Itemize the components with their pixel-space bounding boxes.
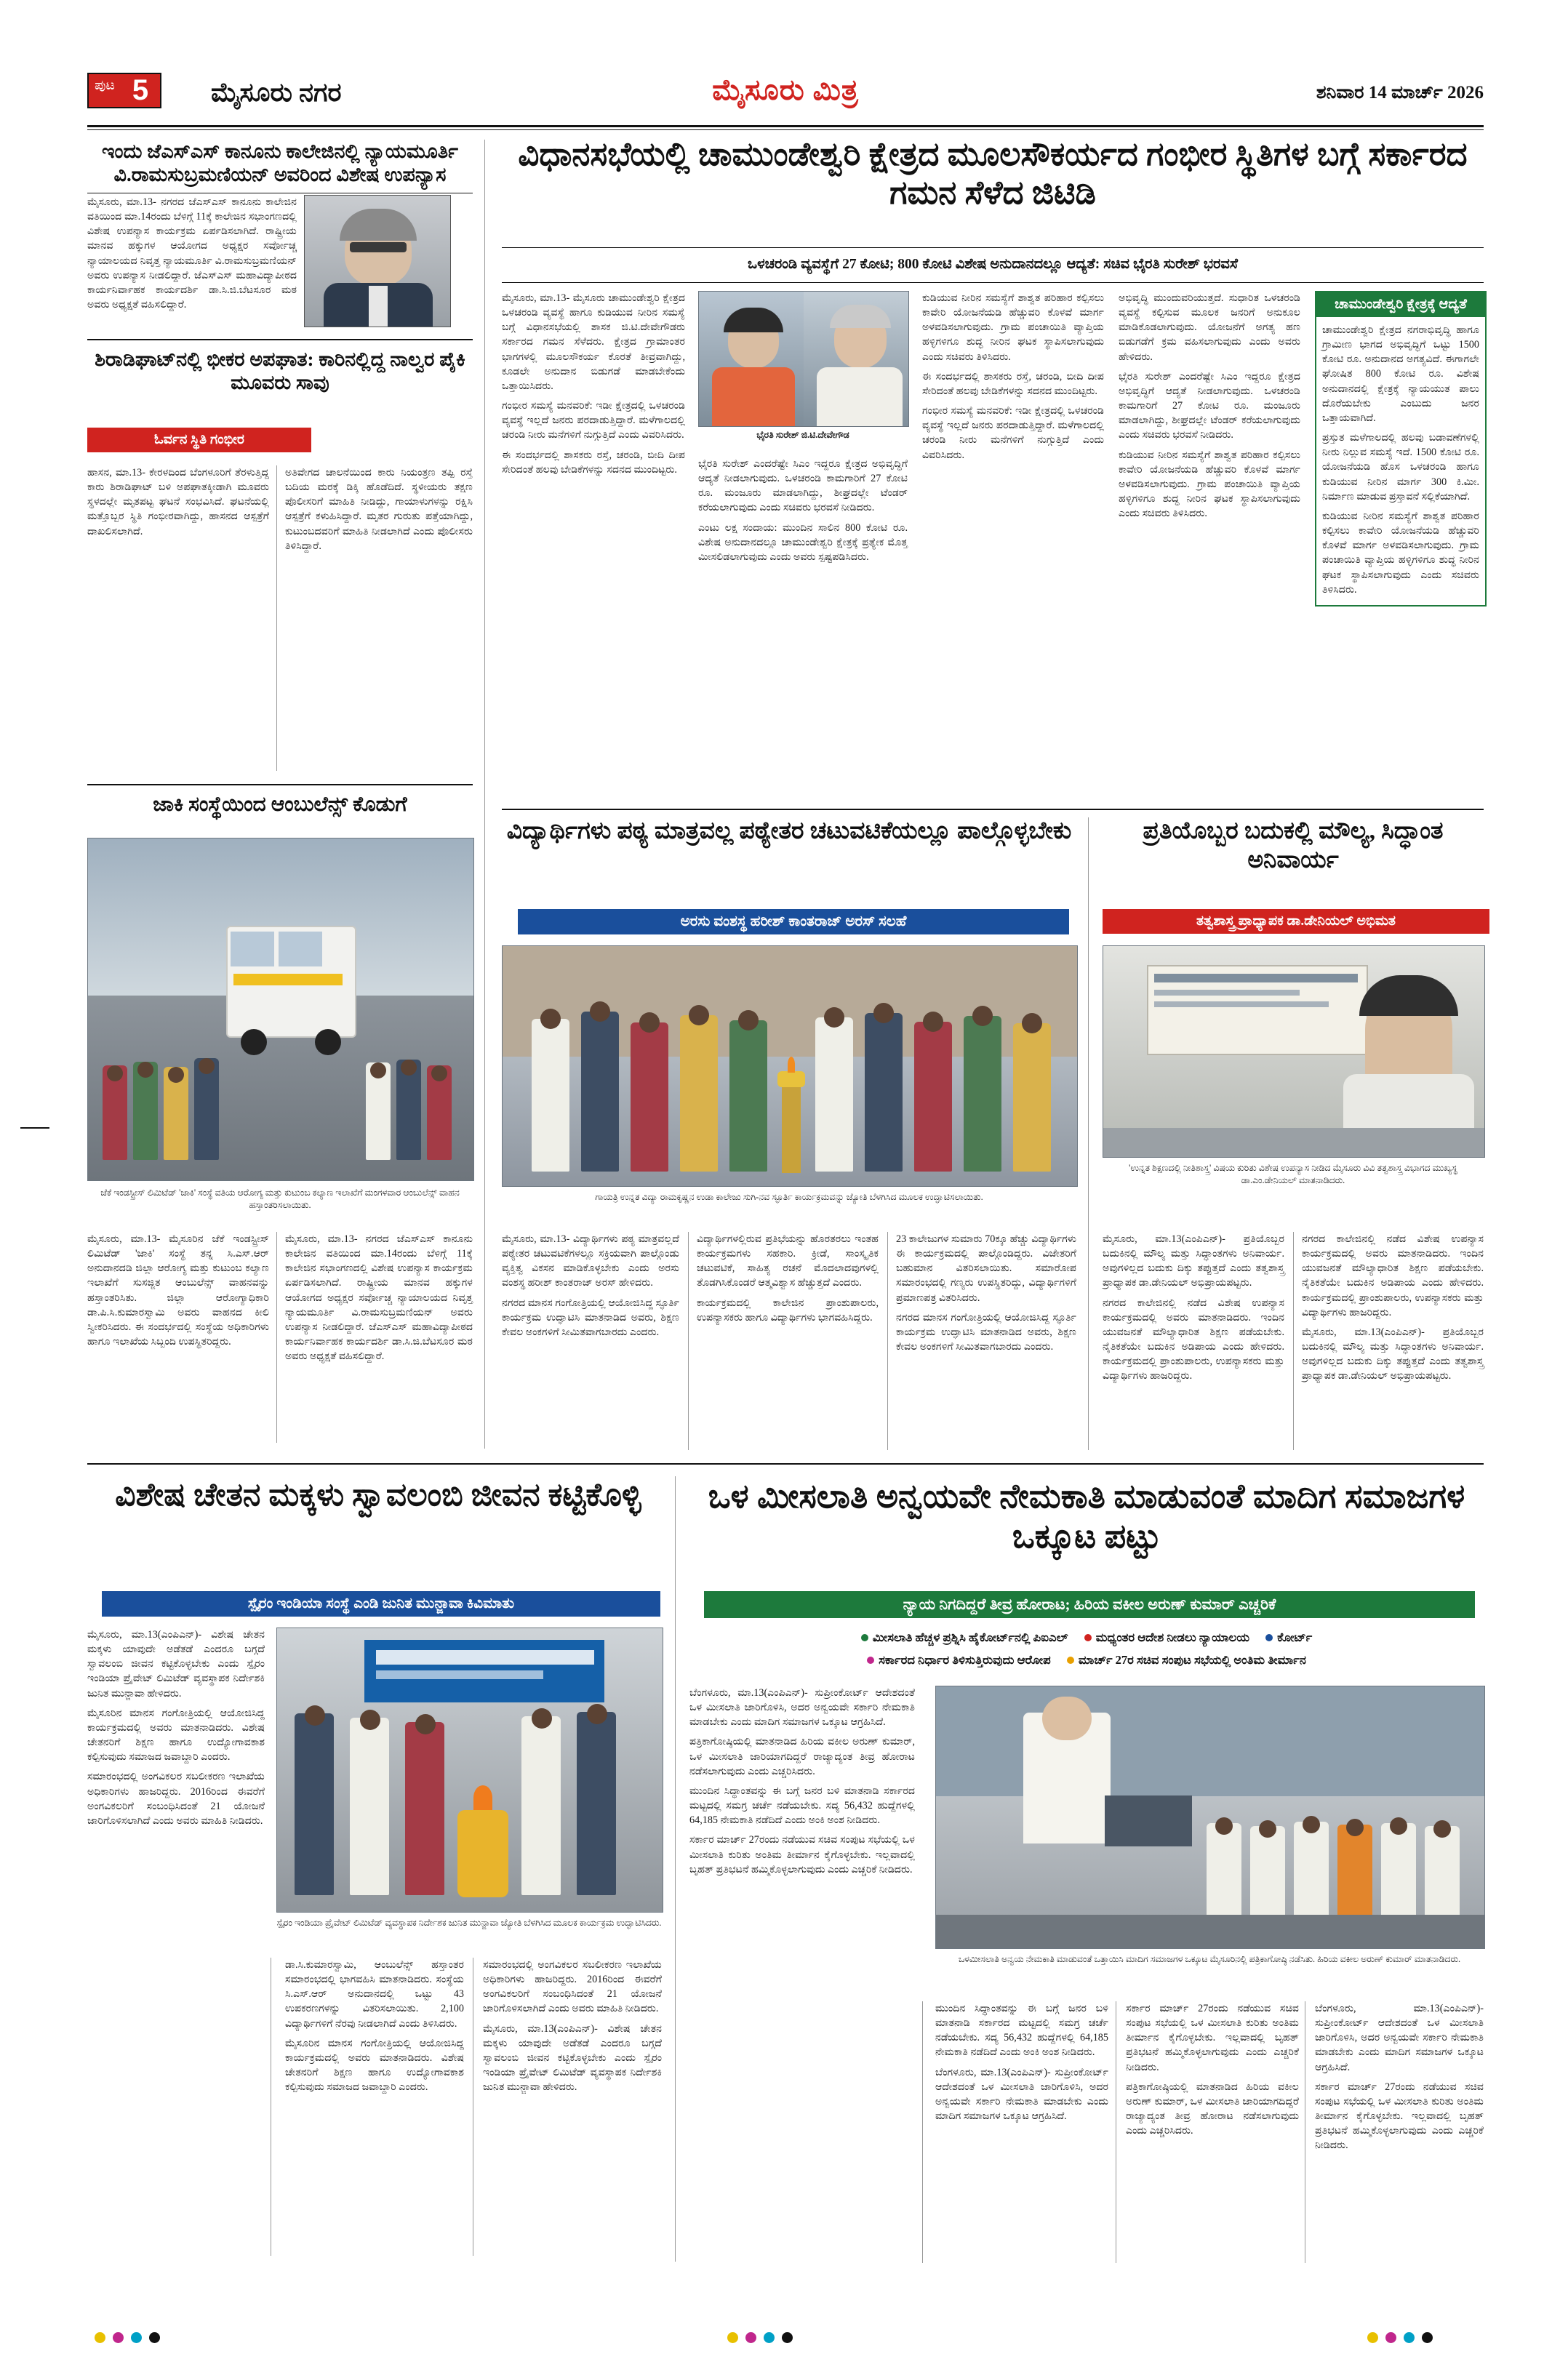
page-number: 5 — [121, 74, 160, 107]
res-col3-p1: ಸರ್ಕಾರ ಮಾರ್ಚ್ 27ರಂದು ನಡೆಯುವ ಸಚಿವ ಸಂಪುಟ ಸಭೆಯಲ್ಲಿ ಒಳ ಮೀಸಲಾತಿ ಕುರಿತು ಅಂತಿಮ ತೀರ್ಮಾನ ಕೈಗೊಳ್ಳಬೇಕು. ಇಲ್ಲವಾದಲ್ಲಿ ಬೃಹತ್ ಪ್ರತಿಭಟನೆ ಹಮ್ಮಿಕೊಳ್ಳಲಾಗುವುದು ಎಂದು ಎಚ್ಚರಿಕೆ ನೀಡಿದರು. — [1126, 2003, 1299, 2073]
res-col2-p1: ಮುಂದಿನ ಸಿದ್ಧಾಂತವನ್ನು ಈ ಬಗ್ಗೆ ಜನರ ಬಳಿ ಮಾತನಾಡಿ ಸರ್ಕಾರದ ಮಟ್ಟದಲ್ಲಿ ಸಮಗ್ರ ಚರ್ಚೆ ನಡೆಯಬೇಕು. ಸದ್ಯ 56,432 ಹುದ್ದೆಗಳಲ್ಲಿ 64,185 ನೇಮಕಾತಿ ನಡೆದಿದೆ ಎಂದು ಅಂಕಿ ಅಂಶ ನೀಡಿದರು. — [935, 2003, 1108, 2059]
res-col3-p2: ಪತ್ರಿಕಾಗೋಷ್ಠಿಯಲ್ಲಿ ಮಾತನಾಡಿದ ಹಿರಿಯ ವಕೀಲ ಅರುಣ್ ಕುಮಾರ್, ಒಳ ಮೀಸಲಾತಿ ಜಾರಿಯಾಗದಿದ್ದರೆ ರಾಜ್ಯಾದ್ಯಂತ ತೀವ್ರ ಹೋರಾಟ ನಡೆಸಲಾಗುವುದು ಎಂದು ಎಚ್ಚರಿಸಿದರು. — [1126, 2081, 1299, 2137]
reservation-col-2 — [935, 2001, 1108, 2129]
masthead-rule — [87, 125, 1484, 127]
students-col1-p2: ನಗರದ ಮಾನಸ ಗಂಗೋತ್ರಿಯಲ್ಲಿ ಆಯೋಜಿಸಿದ್ದ ಸ್ಫೂರ್ತಿ ಕಾರ್ಯಕ್ರಮ ಉದ್ಘಾಟಿಸಿ ಮಾತನಾಡಿದ ಅವರು, ಶಿಕ್ಷಣ ಕೇವಲ ಅಂಕಗಳಿಗೆ ಸೀಮಿತವಾಗಬಾರದು ಎಂದರು. — [502, 1297, 679, 1338]
sc-col2-p1: ಡಾ.ಸಿ.ಕುಮಾರಸ್ವಾಮಿ, ಆಂಬುಲೆನ್ಸ್ ಹಸ್ತಾಂತರ ಸಮಾರಂಭದಲ್ಲಿ ಭಾಗವಹಿಸಿ ಮಾತನಾಡಿದರು. ಸಂಸ್ಥೆಯ ಸಿ.ಎಸ್.ಆರ್ ಅನುದಾನದಲ್ಲಿ ಒಟ್ಟು 43 ಉಪಕರಣಗಳನ್ನು ವಿತರಿಸಲಾಯಿತು. 2,100 ವಿದ್ಯಾರ್ಥಿಗಳಿಗೆ ನೆರವು ನೀಡಲಾಗಿದೆ ಎಂದು ತಿಳಿಸಿದರು. — [285, 1959, 464, 2030]
color-registration-center — [727, 2332, 793, 2343]
main-sidebar-p3: ಕುಡಿಯುವ ನೀರಿನ ಸಮಸ್ಯೆಗೆ ಶಾಶ್ವತ ಪರಿಹಾರ ಕಲ್ಪಿಸಲು ಕಾವೇರಿ ಯೋಜನೆಯಡಿ ಹೆಚ್ಚುವರಿ ಕೊಳವೆ ಮಾರ್ಗ ಅಳವಡಿಸಲಾಗುವುದು. ಗ್ರಾಮ ಪಂಚಾಯಿತಿ ವ್ಯಾಪ್ತಿಯ ಹಳ್ಳಿಗಳಿಗೂ ಶುದ್ಧ ನೀರಿನ ಘಟಕ ಸ್ಥಾಪಿಸಲಾಗುವುದು ಎಂದು ಸಚಿವರು ತಿಳಿಸಿದರು. — [1322, 510, 1479, 596]
bullet-dot-red — [1084, 1634, 1092, 1641]
bullet-3: ಕೋರ್ಟ್ — [1277, 1630, 1313, 1644]
date-line: ಶನಿವಾರ 14 ಮಾರ್ಚ್ 2026 — [1316, 83, 1484, 103]
sc-col1-p3: ಸಮಾರಂಭದಲ್ಲಿ ಅಂಗವಿಕಲರ ಸಬಲೀಕರಣ ಇಲಾಖೆಯ ಅಧಿಕಾರಿಗಳು ಹಾಜರಿದ್ದರು. 2016ರಿಂದ ಈವರೆಗೆ ಅಂಗವಿಕಲರಿಗೆ ಸಂಬಂಧಿಸಿದಂತೆ 21 ಯೋಜನೆ ಜಾರಿಗೊಳಿಸಲಾಗಿದೆ ಎಂದು ಅವರು ಮಾಹಿತಿ ನೀಡಿದರು. — [87, 1771, 265, 1827]
res-col1-p1: ಬೆಂಗಳೂರು, ಮಾ.13(ಎಂಪಿಎನ್)- ಸುಪ್ರೀಂಕೋರ್ಟ್ ಆದೇಶದಂತೆ ಒಳ ಮೀಸಲಾತಿ ಜಾರಿಗೊಳಿಸಿ, ಅದರ ಅನ್ವಯವೇ ಸರ್ಕಾರಿ ನೇಮಕಾತಿ ಮಾಡಬೇಕು ಎಂದು ಮಾದಿಗ ಸಮಾಜಗಳ ಒಕ್ಕೂಟ ಆಗ್ರಹಿಸಿದೆ. — [689, 1687, 915, 1729]
values-col-1 — [1103, 1232, 1284, 1389]
special-children-photo — [276, 1628, 663, 1913]
main-col-1 — [502, 291, 685, 482]
bullet-dot-green — [861, 1634, 868, 1641]
reservation-headline: ಒಳ ಮೀಸಲಾತಿ ಅನ್ವಯವೇ ನೇಮಕಾತಿ ಮಾಡುವಂತೆ ಮಾದಿಗ ಸಮಾಜಗಳ ಒಕ್ಕೂಟ ಪಟ್ಟು — [708, 1478, 1465, 1556]
ambulance-caption: ಜೆಕೆ ಇಂಡಸ್ಟ್ರೀಸ್ ಲಿಮಿಟೆಡ್ 'ಜಾಕಿ' ಸಂಸ್ಥೆ ವತಿಯ ಆರೋಗ್ಯ ಮತ್ತು ಕುಟುಂಬ ಕಲ್ಯಾಣ ಇಲಾಖೆಗೆ ಮಂಗಳವಾರ ಆಂಬುಲೆನ್ಸ್ ವಾಹನ ಹಸ್ತಾಂತರಿಸಲಾಯಿತು. — [100, 1188, 460, 1210]
main-sidebar-p2: ಪ್ರಸ್ತುತ ಮಳೆಗಾಲದಲ್ಲಿ ಹಲವು ಬಡಾವಣೆಗಳಲ್ಲಿ ನೀರು ನಿಲ್ಲುವ ಸಮಸ್ಯೆ ಇದೆ. 1500 ಕೋಟಿ ರೂ. ಯೋಜನೆಯಡಿ ಹೊಸ ಒಳಚರಂಡಿ ಹಾಗೂ ಕುಡಿಯುವ ನೀರಿನ ಮಾರ್ಗ 300 ಕಿ.ಮೀ. ನಿರ್ಮಾಣ ಮಾಡುವ ಪ್ರಸ್ತಾವನೆ ಸಲ್ಲಿಕೆಯಾಗಿದೆ. — [1322, 432, 1479, 503]
ambulance-photo — [87, 838, 474, 1181]
accident-headline: ಶಿರಾಡಿಘಾಟ್‌ನಲ್ಲಿ ಭೀಕರ ಅಪಘಾತ: ಕಾರಿನಲ್ಲಿದ್ದ ನಾಲ್ವರ ಪೈಕಿ ಮೂವರು ಸಾವು — [95, 348, 465, 394]
reservation-greenbar: ನ್ಯಾಯ ನಿಗದಿದ್ದರೆ ತೀವ್ರ ಹೋರಾಟ; ಹಿರಿಯ ವಕೀಲ ಅರುಣ್ ಕುಮಾರ್ ಎಚ್ಚರಿಕೆ — [704, 1591, 1475, 1618]
special-children-col-3 — [483, 1958, 662, 2099]
main-col1-p3: ಈ ಸಂದರ್ಭದಲ್ಲಿ ಶಾಸಕರು ರಸ್ತೆ, ಚರಂಡಿ, ಬೀದಿ ದೀಪ ಸೇರಿದಂತೆ ಹಲವು ಬೇಡಿಕೆಗಳನ್ನು ಸದನದ ಮುಂದಿಟ್ಟರು. — [502, 449, 685, 476]
reservation-photo — [935, 1686, 1485, 1949]
color-registration-right — [1367, 2332, 1433, 2343]
res-col2-p2: ಬೆಂಗಳೂರು, ಮಾ.13(ಎಂಪಿಎನ್)- ಸುಪ್ರೀಂಕೋರ್ಟ್ ಆದೇಶದಂತೆ ಒಳ ಮೀಸಲಾತಿ ಜಾರಿಗೊಳಿಸಿ, ಅದರ ಅನ್ವಯವೇ ಸರ್ಕಾರಿ ನೇಮಕಾತಿ ಮಾಡಬೇಕು ಎಂದು ಮಾದಿಗ ಸಮಾಜಗಳ ಒಕ್ಕೂಟ ಆಗ್ರಹಿಸಿದೆ. — [935, 2066, 1108, 2123]
special-children-col-2 — [285, 1958, 464, 2099]
main-col4-p3: ಕುಡಿಯುವ ನೀರಿನ ಸಮಸ್ಯೆಗೆ ಶಾಶ್ವತ ಪರಿಹಾರ ಕಲ್ಪಿಸಲು ಕಾವೇರಿ ಯೋಜನೆಯಡಿ ಹೆಚ್ಚುವರಿ ಕೊಳವೆ ಮಾರ್ಗ ಅಳವಡಿಸಲಾಗುವುದು. ಗ್ರಾಮ ಪಂಚಾಯಿತಿ ವ್ಯಾಪ್ತಿಯ ಹಳ್ಳಿಗಳಿಗೂ ಶುದ್ಧ ನೀರಿನ ಘಟಕ ಸ್ಥಾಪಿಸಲಾಗುವುದು ಎಂದು ಸಚಿವರು ತಿಳಿಸಿದರು. — [1119, 449, 1300, 520]
reservation-col-1 — [689, 1686, 915, 1882]
ambulance-headline: ಜಾಕಿ ಸಂಸ್ಥೆಯಿಂದ ಆಂಬುಲೆನ್ಸ್ ಕೊಡುಗೆ — [153, 793, 407, 816]
special-children-bluebar: ಸ್ಪೈರಂ ಇಂಡಿಯಾ ಸಂಸ್ಥೆ ಎಂಡಿ ಜುನಿತ ಮುನ್ಜಾವಾ ಕಿವಿಮಾತು — [102, 1591, 660, 1617]
reservation-story — [689, 1476, 1484, 1556]
sc-col3-p2: ಮೈಸೂರು, ಮಾ.13(ಎಂಪಿಎನ್)- ವಿಶೇಷ ಚೇತನ ಮಕ್ಕಳು ಯಾವುದೇ ಅಡೆತಡೆ ಎಂದರೂ ಬಗ್ಗದೆ ಸ್ವಾವಲಂಬಿ ಜೀವನ ಕಟ್ಟಿಕೊಳ್ಳಬೇಕು ಎಂದು ಸ್ಪೈರಂ ಇಂಡಿಯಾ ಪ್ರೈವೇಟ್ ಲಿಮಿಟೆಡ್ ವ್ಯವಸ್ಥಾಪಕ ನಿರ್ದೇಶಕಿ ಜುನಿತ ಮುನ್ಜಾವಾ ಹೇಳಿದರು. — [483, 2022, 662, 2094]
main-story — [502, 135, 1484, 212]
special-children-col-1 — [87, 1628, 265, 1833]
left-top-headline: ಇಂದು ಜೆಎಸ್‌ಎಸ್ ಕಾನೂನು ಕಾಲೇಜಿನಲ್ಲಿ ನ್ಯಾಯಮೂರ್ತಿ ವಿ.ರಾಮಸುಬ್ರಮಣಿಯನ್ ಅವರಿಂದ ವಿಶೇಷ ಉಪನ್ಯಾಸ — [101, 140, 459, 186]
values-redbar: ತತ್ವಶಾಸ್ತ್ರ ಪ್ರಾಧ್ಯಾಪಕ ಡಾ.ಡೇನಿಯಲ್ ಅಭಿಮತ — [1103, 909, 1489, 934]
section-title: ಮೈಸೂರು ನಗರ — [211, 78, 342, 107]
left-accident-story — [87, 348, 473, 395]
left-top-portrait — [304, 195, 451, 327]
main-col3-p1: ಕುಡಿಯುವ ನೀರಿನ ಸಮಸ್ಯೆಗೆ ಶಾಶ್ವತ ಪರಿಹಾರ ಕಲ್ಪಿಸಲು ಕಾವೇರಿ ಯೋಜನೆಯಡಿ ಹೆಚ್ಚುವರಿ ಕೊಳವೆ ಮಾರ್ಗ ಅಳವಡಿಸಲಾಗುವುದು. ಗ್ರಾಮ ಪಂಚಾಯಿತಿ ವ್ಯಾಪ್ತಿಯ ಹಳ್ಳಿಗಳಿಗೂ ಶುದ್ಧ ನೀರಿನ ಘಟಕ ಸ್ಥಾಪಿಸಲಾಗುವುದು ಎಂದು ಸಚಿವರು ತಿಳಿಸಿದರು. — [922, 292, 1104, 363]
students-photo-caption: ಗಾಯತ್ರಿ ಉನ್ನತ ವಿದ್ಯಾ ರಾಮಕೃಷ್ಣನ ಉಡಾ ಕಾಲೇಜು ಸುಗಿ-ನವ ಸ್ಫೂರ್ತಿ ಕಾರ್ಯಕ್ರಮವನ್ನು ಜ್ಯೋತಿ ಬೆಳಗಿಸಿದ ಮೂಲಕ ಉದ್ಘಾಟಿಸಲಾಯಿತು. — [595, 1192, 983, 1202]
ambulance-body-col2 — [285, 1232, 473, 1369]
values-story — [1103, 817, 1484, 875]
reservation-col-3 — [1126, 2001, 1299, 2143]
masthead-rule-2 — [87, 129, 1484, 130]
students-col3-p2: ನಗರದ ಮಾನಸ ಗಂಗೋತ್ರಿಯಲ್ಲಿ ಆಯೋಜಿಸಿದ್ದ ಸ್ಫೂರ್ತಿ ಕಾರ್ಯಕ್ರಮ ಉದ್ಘಾಟಿಸಿ ಮಾತನಾಡಿದ ಅವರು, ಶಿಕ್ಷಣ ಕೇವಲ ಅಂಕಗಳಿಗೆ ಸೀಮಿತವಾಗಬಾರದು ಎಂದರು. — [896, 1311, 1076, 1353]
page-badge — [87, 73, 161, 108]
res-col1-p2: ಪತ್ರಿಕಾಗೋಷ್ಠಿಯಲ್ಲಿ ಮಾತನಾಡಿದ ಹಿರಿಯ ವಕೀಲ ಅರುಣ್ ಕುಮಾರ್, ಒಳ ಮೀಸಲಾತಿ ಜಾರಿಯಾಗದಿದ್ದರೆ ರಾಜ್ಯಾದ್ಯಂತ ತೀವ್ರ ಹೋರಾಟ ನಡೆಸಲಾಗುವುದು ಎಂದು ಎಚ್ಚರಿಸಿದರು. — [689, 1736, 915, 1777]
main-col3-p3: ಗಂಭೀರ ಸಮಸ್ಯೆ ಮನವರಿಕೆ: ಇಡೀ ಕ್ಷೇತ್ರದಲ್ಲಿ ಒಳಚರಂಡಿ ವ್ಯವಸ್ಥೆ ಇಲ್ಲದೆ ಜನರು ಪರದಾಡುತ್ತಿದ್ದಾರೆ. ಮಳೆಗಾಲದಲ್ಲಿ ಚರಂಡಿ ನೀರು ಮನೆಗಳಿಗೆ ನುಗ್ಗುತ್ತಿದೆ ಎಂದು ವಿವರಿಸಿದರು. — [922, 405, 1104, 461]
students-col-2 — [697, 1232, 879, 1330]
accident-text-2: ಅತಿವೇಗದ ಚಾಲನೆಯಿಂದ ಕಾರು ನಿಯಂತ್ರಣ ತಪ್ಪಿ ರಸ್ತೆ ಬದಿಯ ಮರಕ್ಕೆ ಡಿಕ್ಕಿ ಹೊಡೆದಿದೆ. ಸ್ಥಳೀಯರು ತಕ್ಷಣ ಪೊಲೀಸರಿಗೆ ಮಾಹಿತಿ ನೀಡಿದ್ದು, ಗಾಯಾಳುಗಳನ್ನು ರಕ್ಷಿಸಿ ಆಸ್ಪತ್ರೆಗೆ ಕಳುಹಿಸಿದ್ದಾರೆ. ಮೃತರ ಗುರುತು ಪತ್ತೆಯಾಗಿದ್ದು, ಕುಟುಂಬದವರಿಗೆ ಮಾಹಿತಿ ನೀಡಲಾಗಿದೆ ಎಂದು ಪೊಲೀಸರು ತಿಳಿಸಿದ್ದಾರೆ. — [285, 467, 473, 552]
bullet-dot-amber — [1067, 1657, 1074, 1664]
sc-col2-p2: ಮೈಸೂರಿನ ಮಾನಸ ಗಂಗೋತ್ರಿಯಲ್ಲಿ ಆಯೋಜಿಸಿದ್ದ ಕಾರ್ಯಕ್ರಮದಲ್ಲಿ ಅವರು ಮಾತನಾಡಿದರು. ವಿಶೇಷ ಚೇತನರಿಗೆ ಶಿಕ್ಷಣ ಹಾಗೂ ಉದ್ಯೋಗಾವಕಾಶ ಕಲ್ಪಿಸುವುದು ಸಮಾಜದ ಜವಾಬ್ದಾರಿ ಎಂದರು. — [285, 2037, 464, 2094]
main-sidebar-p1: ಚಾಮುಂಡೇಶ್ವರಿ ಕ್ಷೇತ್ರದ ನಗರಾಭಿವೃದ್ಧಿ ಹಾಗೂ ಗ್ರಾಮೀಣ ಭಾಗದ ಅಭಿವೃದ್ಧಿಗೆ ಒಟ್ಟು 1500 ಕೋಟಿ ರೂ. ಅನುದಾನದ ಅಗತ್ಯವಿದೆ. ಈಗಾಗಲೇ ಘೋಷಿತ 800 ಕೋಟಿ ರೂ. ವಿಶೇಷ ಅನುದಾನದಲ್ಲಿ ಕ್ಷೇತ್ರಕ್ಕೆ ನ್ಯಾಯಯುತ ಪಾಲು ದೊರೆಯಬೇಕು ಎಂಬುದು ಜನರ ಒತ್ತಾಯವಾಗಿದೆ. — [1322, 324, 1479, 424]
main-col4-p2: ಭೈರತಿ ಸುರೇಶ್ ಎಂದರೆಷ್ಟೇ ಸಿಎಂ ಇದ್ದರೂ ಕ್ಷೇತ್ರದ ಅಭಿವೃದ್ಧಿಗೆ ಆದ್ಯತೆ ನೀಡಲಾಗುವುದು. ಒಳಚರಂಡಿ ಕಾಮಗಾರಿಗೆ 27 ಕೋಟಿ ರೂ. ಮಂಜೂರು ಮಾಡಲಾಗಿದ್ದು, ಶೀಘ್ರದಲ್ಲೇ ಟೆಂಡರ್ ಕರೆಯಲಾಗುವುದು ಎಂದು ಸಚಿವರು ಭರವಸೆ ನೀಡಿದರು. — [1119, 370, 1300, 441]
accident-redbar: ಓರ್ವನ ಸ್ಥಿತಿ ಗಂಭೀರ — [87, 428, 311, 452]
values-col2-p1: ನಗರದ ಕಾಲೇಜಿನಲ್ಲಿ ನಡೆದ ವಿಶೇಷ ಉಪನ್ಯಾಸ ಕಾರ್ಯಕ್ರಮದಲ್ಲಿ ಅವರು ಮಾತನಾಡಿದರು. ಇಂದಿನ ಯುವಜನತೆ ಮೌಲ್ಯಾಧಾರಿತ ಶಿಕ್ಷಣ ಪಡೆಯಬೇಕು. ನೈತಿಕತೆಯೇ ಬದುಕಿನ ಅಡಿಪಾಯ ಎಂದು ಹೇಳಿದರು. ಕಾರ್ಯಕ್ರಮದಲ್ಲಿ ಪ್ರಾಂಶುಪಾಲರು, ಉಪನ್ಯಾಸಕರು ಮತ್ತು ವಿದ್ಯಾರ್ಥಿಗಳು ಹಾಜರಿದ್ದರು. — [1302, 1233, 1484, 1318]
res-col4-p2: ಸರ್ಕಾರ ಮಾರ್ಚ್ 27ರಂದು ನಡೆಯುವ ಸಚಿವ ಸಂಪುಟ ಸಭೆಯಲ್ಲಿ ಒಳ ಮೀಸಲಾತಿ ಕುರಿತು ಅಂತಿಮ ತೀರ್ಮಾನ ಕೈಗೊಳ್ಳಬೇಕು. ಇಲ್ಲವಾದಲ್ಲಿ ಬೃಹತ್ ಪ್ರತಿಭಟನೆ ಹಮ್ಮಿಕೊಳ್ಳಲಾಗುವುದು ಎಂದು ಎಚ್ಚರಿಕೆ ನೀಡಿದರು. — [1315, 2081, 1484, 2152]
accident-body-col1 — [87, 465, 269, 544]
values-col-2 — [1302, 1232, 1484, 1389]
accident-body-col2 — [285, 465, 473, 559]
main-col2-p1: ಭೈರತಿ ಸುರೇಶ್ ಎಂದರೆಷ್ಟೇ ಸಿಎಂ ಇದ್ದರೂ ಕ್ಷೇತ್ರದ ಅಭಿವೃದ್ಧಿಗೆ ಆದ್ಯತೆ ನೀಡಲಾಗುವುದು. ಒಳಚರಂಡಿ ಕಾಮಗಾರಿಗೆ 27 ಕೋಟಿ ರೂ. ಮಂಜೂರು ಮಾಡಲಾಗಿದ್ದು, ಶೀಘ್ರದಲ್ಲೇ ಟೆಂಡರ್ ಕರೆಯಲಾಗುವುದು ಎಂದು ಸಚಿವರು ಭರವಸೆ ನೀಡಿದರು. — [698, 458, 908, 514]
left-top-body — [87, 195, 297, 317]
values-photo-caption: 'ಉನ್ನತ ಶಿಕ್ಷಣದಲ್ಲಿ ನೀತಿಶಾಸ್ತ್ರ' ವಿಷಯ ಕುರಿತು ವಿಶೇಷ ಉಪನ್ಯಾಸ ನೀಡಿದ ಮೈಸೂರು ವಿವಿ ತತ್ವಶಾಸ್ತ್ರ ವಿಭಾಗದ ಮುಖ್ಯಸ್ಥ ಡಾ.ಎಂ.ಡೇನಿಯಲ್ ಮಾತನಾಡಿದರು. — [1129, 1163, 1457, 1185]
students-col2-p1: ವಿದ್ಯಾರ್ಥಿಗಳಲ್ಲಿರುವ ಪ್ರತಿಭೆಯನ್ನು ಹೊರತರಲು ಇಂತಹ ಕಾರ್ಯಕ್ರಮಗಳು ಸಹಕಾರಿ. ಕ್ರೀಡೆ, ಸಾಂಸ್ಕೃತಿಕ ಚಟುವಟಿಕೆ, ಸಾಹಿತ್ಯ ರಚನೆ ಮೊದಲಾದವುಗಳಲ್ಲಿ ತೊಡಗಿಸಿಕೊಂಡರೆ ಆತ್ಮವಿಶ್ವಾಸ ಹೆಚ್ಚುತ್ತದೆ ಎಂದರು. — [697, 1233, 879, 1289]
res-col1-p4: ಸರ್ಕಾರ ಮಾರ್ಚ್ 27ರಂದು ನಡೆಯುವ ಸಚಿವ ಸಂಪುಟ ಸಭೆಯಲ್ಲಿ ಒಳ ಮೀಸಲಾತಿ ಕುರಿತು ಅಂತಿಮ ತೀರ್ಮಾನ ಕೈಗೊಳ್ಳಬೇಕು. ಇಲ್ಲವಾದಲ್ಲಿ ಬೃಹತ್ ಪ್ರತಿಭಟನೆ ಹಮ್ಮಿಕೊಳ್ಳಲಾಗುವುದು ಎಂದು ಎಚ್ಚರಿಕೆ ನೀಡಿದರು. — [689, 1834, 915, 1875]
res-col4-p1: ಬೆಂಗಳೂರು, ಮಾ.13(ಎಂಪಿಎನ್)- ಸುಪ್ರೀಂಕೋರ್ಟ್ ಆದೇಶದಂತೆ ಒಳ ಮೀಸಲಾತಿ ಜಾರಿಗೊಳಿಸಿ, ಅದರ ಅನ್ವಯವೇ ಸರ್ಕಾರಿ ನೇಮಕಾತಿ ಮಾಡಬೇಕು ಎಂದು ಮಾದಿಗ ಸಮಾಜಗಳ ಒಕ್ಕೂಟ ಆಗ್ರಹಿಸಿದೆ. — [1315, 2003, 1484, 2073]
main-subhead: ಒಳಚರಂಡಿ ವ್ಯವಸ್ಥೆಗೆ 27 ಕೋಟಿ; 800 ಕೋಟಿ ವಿಶೇಷ ಅನುದಾನದಲ್ಲೂ ಆದ್ಯತೆ: ಸಚಿವ ಭೈರತಿ ಸುರೇಶ್ ಭರವಸೆ — [747, 257, 1239, 272]
sc-col1-p2: ಮೈಸೂರಿನ ಮಾನಸ ಗಂಗೋತ್ರಿಯಲ್ಲಿ ಆಯೋಜಿಸಿದ್ದ ಕಾರ್ಯಕ್ರಮದಲ್ಲಿ ಅವರು ಮಾತನಾಡಿದರು. ವಿಶೇಷ ಚೇತನರಿಗೆ ಶಿಕ್ಷಣ ಹಾಗೂ ಉದ್ಯೋಗಾವಕಾಶ ಕಲ್ಪಿಸುವುದು ಸಮಾಜದ ಜವಾಬ್ದಾರಿ ಎಂದರು. — [87, 1707, 265, 1764]
reservation-photo-caption: ಒಳಮೀಸಲಾತಿ ಅನ್ವಯ ನೇಮಕಾತಿ ಮಾಡುವಂತೆ ಒತ್ತಾಯಿಸಿ ಮಾದಿಗ ಸಮಾಜಗಳ ಒಕ್ಕೂಟ ಮೈಸೂರಿನಲ್ಲಿ ಪತ್ರಿಕಾಗೋಷ್ಠಿ ನಡೆಸಿತು. ಹಿರಿಯ ವಕೀಲ ಅರುಣ್ ಕುಮಾರ್ ಮಾತನಾಡಿದರು. — [958, 1954, 1461, 1964]
bullet-2: ಮಧ್ಯಂತರ ಆದೇಶ ನೀಡಲು ನ್ಯಾಯಾಲಯ — [1095, 1630, 1250, 1644]
bullet-dot-magenta — [867, 1657, 874, 1664]
masthead — [87, 73, 1484, 124]
main-col-4 — [1119, 291, 1300, 526]
special-children-story — [87, 1476, 669, 1515]
values-photo — [1103, 945, 1485, 1158]
students-col-1 — [502, 1232, 679, 1345]
values-col2-p2: ಮೈಸೂರು, ಮಾ.13(ಎಂಪಿಎನ್)- ಪ್ರತಿಯೊಬ್ಬರ ಬದುಕಿನಲ್ಲಿ ಮೌಲ್ಯ ಮತ್ತು ಸಿದ್ಧಾಂತಗಳು ಅನಿವಾರ್ಯ. ಅವುಗಳಿಲ್ಲದ ಬದುಕು ದಿಕ್ಕು ತಪ್ಪುತ್ತದೆ ಎಂದು ತತ್ವಶಾಸ್ತ್ರ ಪ್ರಾಧ್ಯಾಪಕ ಡಾ.ಡೇನಿಯಲ್ ಅಭಿಪ್ರಾಯಪಟ್ಟರು. — [1302, 1326, 1484, 1382]
page-label: ಪುಟ — [89, 74, 121, 107]
main-sidebar-heading: ಚಾಮುಂಡೇಶ್ವರಿ ಕ್ಷೇತ್ರಕ್ಕೆ ಆದ್ಯತೆ — [1316, 292, 1485, 317]
special-children-caption: ಸ್ಪೈರಂ ಇಂಡಿಯಾ ಪ್ರೈವೇಟ್ ಲಿಮಿಟೆಡ್ ವ್ಯವಸ್ಥಾಪಕ ನಿರ್ದೇಶಕ ಜುನಿತ ಮುನ್ಜಾವಾ ಜ್ಯೋತಿ ಬೆಳಗಿಸಿದ ಮೂಲಕ ಕಾರ್ಯಕ್ರಮ ಉದ್ಘಾಟಿಸಿದರು. — [276, 1918, 662, 1928]
accident-text-1: ಹಾಸನ, ಮಾ.13- ಕೇರಳದಿಂದ ಬೆಂಗಳೂರಿಗೆ ತೆರಳುತ್ತಿದ್ದ ಕಾರು ಶಿರಾಡಿಘಾಟ್ ಬಳಿ ಅಪಘಾತಕ್ಕೀಡಾಗಿ ಮೂವರು ಸ್ಥಳದಲ್ಲೇ ಮೃತಪಟ್ಟ ಘಟನೆ ಸಂಭವಿಸಿದೆ. ಘಟನೆಯಲ್ಲಿ ಮತ್ತೊಬ್ಬರ ಸ್ಥಿತಿ ಗಂಭೀರವಾಗಿದ್ದು, ಹಾಸನದ ಆಸ್ಪತ್ರೆಗೆ ದಾಖಲಿಸಲಾಗಿದೆ. — [87, 467, 269, 537]
students-col3-p1: 23 ಕಾಲೇಜುಗಳ ಸುಮಾರು 70ಕ್ಕೂ ಹೆಚ್ಚು ವಿದ್ಯಾರ್ಥಿಗಳು ಈ ಕಾರ್ಯಕ್ರಮದಲ್ಲಿ ಪಾಲ್ಗೊಂಡಿದ್ದರು. ವಿಜೇತರಿಗೆ ಬಹುಮಾನ ವಿತರಿಸಲಾಯಿತು. ಸಮಾರೋಪ ಸಮಾರಂಭದಲ್ಲಿ ಗಣ್ಯರು ಉಪಸ್ಥಿತರಿದ್ದು, ವಿದ್ಯಾರ್ಥಿಗಳಿಗೆ ಪ್ರಮಾಣಪತ್ರ ವಿತರಿಸಿದರು. — [896, 1233, 1076, 1304]
students-bluebar: ಅರಸು ವಂಶಸ್ಥ ಹರೀಶ್ ಕಾಂತರಾಜ್ ಅರಸ್ ಸಲಹೆ — [518, 909, 1069, 934]
main-col4-p1: ಅಭಿವೃದ್ಧಿ ಮುಂದುವರಿಯುತ್ತದೆ. ಸುಧಾರಿತ ಒಳಚರಂಡಿ ವ್ಯವಸ್ಥೆ ಕಲ್ಪಿಸುವ ಮೂಲಕ ಜನರಿಗೆ ಅನುಕೂಲ ಮಾಡಿಕೊಡಲಾಗುವುದು. ಯೋಜನೆಗೆ ಅಗತ್ಯ ಹಣ ಬಿಡುಗಡೆಗೆ ಕ್ರಮ ವಹಿಸಲಾಗುವುದು ಎಂದು ಅವರು ಹೇಳಿದರು. — [1119, 292, 1300, 363]
values-col1-p2: ನಗರದ ಕಾಲೇಜಿನಲ್ಲಿ ನಡೆದ ವಿಶೇಷ ಉಪನ್ಯಾಸ ಕಾರ್ಯಕ್ರಮದಲ್ಲಿ ಅವರು ಮಾತನಾಡಿದರು. ಇಂದಿನ ಯುವಜನತೆ ಮೌಲ್ಯಾಧಾರಿತ ಶಿಕ್ಷಣ ಪಡೆಯಬೇಕು. ನೈತಿಕತೆಯೇ ಬದುಕಿನ ಅಡಿಪಾಯ ಎಂದು ಹೇಳಿದರು. ಕಾರ್ಯಕ್ರಮದಲ್ಲಿ ಪ್ರಾಂಶುಪಾಲರು, ಉಪನ್ಯಾಸಕರು ಮತ್ತು ವಿದ್ಯಾರ್ಥಿಗಳು ಹಾಜರಿದ್ದರು. — [1103, 1297, 1284, 1382]
values-col1-p1: ಮೈಸೂರು, ಮಾ.13(ಎಂಪಿಎನ್)- ಪ್ರತಿಯೊಬ್ಬರ ಬದುಕಿನಲ್ಲಿ ಮೌಲ್ಯ ಮತ್ತು ಸಿದ್ಧಾಂತಗಳು ಅನಿವಾರ್ಯ. ಅವುಗಳಿಲ್ಲದ ಬದುಕು ದಿಕ್ಕು ತಪ್ಪುತ್ತದೆ ಎಂದು ತತ್ವಶಾಸ್ತ್ರ ಪ್ರಾಧ್ಯಾಪಕ ಡಾ.ಡೇನಿಯಲ್ ಅಭಿಪ್ರಾಯಪಟ್ಟರು. — [1103, 1233, 1284, 1289]
main-photo-caption: ಭೈರತಿ ಸುರೇಶ್ ಜಿ.ಟಿ.ದೇವೇಗೌಡ — [756, 430, 849, 440]
color-registration-left — [95, 2332, 160, 2343]
left-top-story — [87, 140, 473, 196]
main-col-3 — [922, 291, 1104, 468]
ambulance-story — [87, 793, 473, 817]
students-headline: ವಿದ್ಯಾರ್ಥಿಗಳು ಪಠ್ಯ ಮಾತ್ರವಲ್ಲ ಪಠ್ಯೇತರ ಚಟುವಟಿಕೆಯಲ್ಲೂ ಪಾಲ್ಗೊಳ್ಳಬೇಕು — [506, 818, 1072, 844]
paper-logo: ಮೈಸೂರು ಮಿತ್ರ — [712, 73, 859, 106]
left-top-body-text: ಮೈಸೂರು, ಮಾ.13- ನಗರದ ಜೆಎಸ್‌ಎಸ್ ಕಾನೂನು ಕಾಲೇಜಿನ ವತಿಯಿಂದ ಮಾ.14ರಂದು ಬೆಳಿಗ್ಗೆ 11ಕ್ಕೆ ಕಾಲೇಜಿನ ಸಭಾಂಗಣದಲ್ಲಿ ವಿಶೇಷ ಉಪನ್ಯಾಸ ಕಾರ್ಯಕ್ರಮ ಏರ್ಪಡಿಸಲಾಗಿದೆ. ರಾಷ್ಟ್ರೀಯ ಮಾನವ ಹಕ್ಕುಗಳ ಆಯೋಗದ ಅಧ್ಯಕ್ಷರ ಸರ್ವೋಚ್ಚ ನ್ಯಾಯಾಲಯದ ನಿವೃತ್ತ ನ್ಯಾಯಮೂರ್ತಿ ವಿ.ರಾಮಸುಬ್ರಮಣಿಯನ್ ಅವರು ಉಪನ್ಯಾಸ ನೀಡಲಿದ್ದಾರೆ. ಜೆಎಸ್‌ಎಸ್ ಮಹಾವಿದ್ಯಾಪೀಠದ ಕಾರ್ಯನಿರ್ವಾಹಕ ಕಾರ್ಯದರ್ಶಿ ಡಾ.ಸಿ.ಜಿ.ಬೆಟಸೂರ ಮಠ ಅವರು ಅಧ್ಯಕ್ಷತೆ ವಹಿಸಲಿದ್ದಾರೆ. — [87, 196, 297, 311]
students-col1-p1: ಮೈಸೂರು, ಮಾ.13- ವಿದ್ಯಾರ್ಥಿಗಳು ಪಠ್ಯ ಮಾತ್ರವಲ್ಲದೆ ಪಠ್ಯೇತರ ಚಟುವಟಿಕೆಗಳಲ್ಲೂ ಸಕ್ರಿಯವಾಗಿ ಪಾಲ್ಗೊಂಡು ವ್ಯಕ್ತಿತ್ವ ವಿಕಸನ ಮಾಡಿಕೊಳ್ಳಬೇಕು ಎಂದು ಅರಸು ವಂಶಸ್ಥ ಹರೀಶ್ ಕಾಂತರಾಜ್ ಅರಸ್ ಹೇಳಿದರು. — [502, 1233, 679, 1289]
main-col1-p1: ಮೈಸೂರು, ಮಾ.13- ಮೈಸೂರು ಚಾಮುಂಡೇಶ್ವರಿ ಕ್ಷೇತ್ರದ ಒಳಚರಂಡಿ ವ್ಯವಸ್ಥೆ ಹಾಗೂ ಕುಡಿಯುವ ನೀರಿನ ಸಮಸ್ಯೆ ಬಗ್ಗೆ ವಿಧಾನಸಭೆಯಲ್ಲಿ ಶಾಸಕ ಜಿ.ಟಿ.ದೇವೇಗೌಡರು ಸರ್ಕಾರದ ಗಮನ ಸೆಳೆದರು. ಕ್ಷೇತ್ರದ ಗ್ರಾಮಾಂತರ ಭಾಗಗಳಲ್ಲಿ ಮೂಲಸೌಕರ್ಯ ಕೊರತೆ ತೀವ್ರವಾಗಿದ್ದು, ಕೂಡಲೇ ಅನುದಾನ ಬಿಡುಗಡೆ ಮಾಡಬೇಕೆಂದು ಒತ್ತಾಯಿಸಿದರು. — [502, 292, 685, 392]
crop-mark-left — [20, 1127, 49, 1129]
bullet-5: ಮಾರ್ಚ್ 27ರ ಸಚಿವ ಸಂಪುಟ ಸಭೆಯಲ್ಲಿ ಅಂತಿಮ ತೀರ್ಮಾನ — [1078, 1653, 1306, 1668]
bullet-dot-blue — [1265, 1634, 1273, 1641]
students-photo — [502, 945, 1078, 1187]
students-story — [502, 817, 1076, 846]
main-col-2 — [698, 457, 908, 569]
reservation-col-4 — [1315, 2001, 1484, 2158]
reservation-bullets — [704, 1626, 1469, 1672]
sc-col1-p1: ಮೈಸೂರು, ಮಾ.13(ಎಂಪಿಎನ್)- ವಿಶೇಷ ಚೇತನ ಮಕ್ಕಳು ಯಾವುದೇ ಅಡೆತಡೆ ಎಂದರೂ ಬಗ್ಗದೆ ಸ್ವಾವಲಂಬಿ ಜೀವನ ಕಟ್ಟಿಕೊಳ್ಳಬೇಕು ಎಂದು ಸ್ಪೈರಂ ಇಂಡಿಯಾ ಪ್ರೈವೇಟ್ ಲಿಮಿಟೆಡ್ ವ್ಯವಸ್ಥಾಪಕ ನಿರ್ದೇಶಕಿ ಜುನಿತ ಮುನ್ಜಾವಾ ಹೇಳಿದರು. — [87, 1629, 265, 1700]
ambulance-body-col1 — [87, 1232, 269, 1354]
special-children-headline: ವಿಶೇಷ ಚೇತನ ಮಕ್ಕಳು ಸ್ವಾವಲಂಬಿ ಜೀವನ ಕಟ್ಟಿಕೊಳ್ಳಿ — [115, 1477, 641, 1513]
bullet-4: ಸರ್ಕಾರದ ನಿರ್ಧಾರ ತಿಳಿಸುತ್ತಿರುವುದು ಆರೋಪ — [879, 1653, 1051, 1668]
main-col2-p2: ಎಂಟು ಲಕ್ಷ ಸಂದಾಯ: ಮುಂದಿನ ಸಾಲಿನ 800 ಕೋಟಿ ರೂ. ವಿಶೇಷ ಅನುದಾನದಲ್ಲೂ ಚಾಮುಂಡೇಶ್ವರಿ ಕ್ಷೇತ್ರಕ್ಕೆ ಪ್ರತ್ಯೇಕ ಮೊತ್ತ ಮೀಸಲಿಡಲಾಗುವುದು ಎಂದು ಅವರು ಸ್ಪಷ್ಟಪಡಿಸಿದರು. — [698, 521, 908, 563]
main-col3-p2: ಈ ಸಂದರ್ಭದಲ್ಲಿ ಶಾಸಕರು ರಸ್ತೆ, ಚರಂಡಿ, ಬೀದಿ ದೀಪ ಸೇರಿದಂತೆ ಹಲವು ಬೇಡಿಕೆಗಳನ್ನು ಸದನದ ಮುಂದಿಟ್ಟರು. — [922, 370, 1104, 397]
main-headline: ವಿಧಾನಸಭೆಯಲ್ಲಿ ಚಾಮುಂಡೇಶ್ವರಿ ಕ್ಷೇತ್ರದ ಮೂಲಸೌಕರ್ಯದ ಗಂಭೀರ ಸ್ಥಿತಿಗಳ ಬಗ್ಗೆ ಸರ್ಕಾರದ ಗಮನ ಸೆಳೆದ ಜಿಟಿಡಿ — [518, 136, 1468, 212]
students-col2-p2: ಕಾರ್ಯಕ್ರಮದಲ್ಲಿ ಕಾಲೇಜಿನ ಪ್ರಾಂಶುಪಾಲರು, ಉಪನ್ಯಾಸಕರು ಹಾಗೂ ವಿದ್ಯಾರ್ಥಿಗಳು ಭಾಗವಹಿಸಿದ್ದರು. — [697, 1297, 879, 1324]
bullet-1: ಮೀಸಲಾತಿ ಹೆಚ್ಚಳ ಪ್ರಶ್ನಿಸಿ ಹೈಕೋರ್ಟ್‌ನಲ್ಲಿ ಪಿಐಎಲ್ — [872, 1630, 1068, 1644]
students-col-3 — [896, 1232, 1076, 1359]
res-col1-p3: ಮುಂದಿನ ಸಿದ್ಧಾಂತವನ್ನು ಈ ಬಗ್ಗೆ ಜನರ ಬಳಿ ಮಾತನಾಡಿ ಸರ್ಕಾರದ ಮಟ್ಟದಲ್ಲಿ ಸಮಗ್ರ ಚರ್ಚೆ ನಡೆಯಬೇಕು. ಸದ್ಯ 56,432 ಹುದ್ದೆಗಳಲ್ಲಿ 64,185 ನೇಮಕಾತಿ ನಡೆದಿದೆ ಎಂದು ಅಂಕಿ ಅಂಶ ನೀಡಿದರು. — [689, 1785, 915, 1827]
ambulance-text-1: ಮೈಸೂರು, ಮಾ.13- ಮೈಸೂರಿನ ಜೆಕೆ ಇಂಡಸ್ಟ್ರೀಸ್ ಲಿಮಿಟೆಡ್ 'ಜಾಕಿ' ಸಂಸ್ಥೆ ತನ್ನ ಸಿ.ಎಸ್.ಆರ್ ಅನುದಾನದಡಿ ಜಿಲ್ಲಾ ಆರೋಗ್ಯ ಮತ್ತು ಕುಟುಂಬ ಕಲ್ಯಾಣ ಇಲಾಖೆಗೆ ಸುಸಜ್ಜಿತ ಆಂಬುಲೆನ್ಸ್ ವಾಹನವನ್ನು ಹಸ್ತಾಂತರಿಸಿತು. ಜಿಲ್ಲಾ ಆರೋಗ್ಯಾಧಿಕಾರಿ ಡಾ.ಪಿ.ಸಿ.ಕುಮಾರಸ್ವಾಮಿ ಅವರು ವಾಹನದ ಕೀಲಿ ಸ್ವೀಕರಿಸಿದರು. ಈ ಸಂದರ್ಭದಲ್ಲಿ ಸಂಸ್ಥೆಯ ಅಧಿಕಾರಿಗಳು ಹಾಗೂ ಇಲಾಖೆಯ ಸಿಬ್ಬಂದಿ ಉಪಸ್ಥಿತರಿದ್ದರು. — [87, 1233, 269, 1348]
main-sidebar-box — [1315, 291, 1487, 606]
main-col1-p2: ಗಂಭೀರ ಸಮಸ್ಯೆ ಮನವರಿಕೆ: ಇಡೀ ಕ್ಷೇತ್ರದಲ್ಲಿ ಒಳಚರಂಡಿ ವ್ಯವಸ್ಥೆ ಇಲ್ಲದೆ ಜನರು ಪರದಾಡುತ್ತಿದ್ದಾರೆ. ಮಳೆಗಾಲದಲ್ಲಿ ಚರಂಡಿ ನೀರು ಮನೆಗಳಿಗೆ ನುಗ್ಗುತ್ತಿದೆ ಎಂದು ವಿವರಿಸಿದರು. — [502, 400, 685, 441]
main-story-photo — [698, 291, 909, 427]
sc-col3-p1: ಸಮಾರಂಭದಲ್ಲಿ ಅಂಗವಿಕಲರ ಸಬಲೀಕರಣ ಇಲಾಖೆಯ ಅಧಿಕಾರಿಗಳು ಹಾಜರಿದ್ದರು. 2016ರಿಂದ ಈವರೆಗೆ ಅಂಗವಿಕಲರಿಗೆ ಸಂಬಂಧಿಸಿದಂತೆ 21 ಯೋಜನೆ ಜಾರಿಗೊಳಿಸಲಾಗಿದೆ ಎಂದು ಅವರು ಮಾಹಿತಿ ನೀಡಿದರು. — [483, 1959, 662, 2015]
ambulance-text-2: ಮೈಸೂರು, ಮಾ.13- ನಗರದ ಜೆಎಸ್‌ಎಸ್ ಕಾನೂನು ಕಾಲೇಜಿನ ವತಿಯಿಂದ ಮಾ.14ರಂದು ಬೆಳಿಗ್ಗೆ 11ಕ್ಕೆ ಕಾಲೇಜಿನ ಸಭಾಂಗಣದಲ್ಲಿ ವಿಶೇಷ ಉಪನ್ಯಾಸ ಕಾರ್ಯಕ್ರಮ ಏರ್ಪಡಿಸಲಾಗಿದೆ. ರಾಷ್ಟ್ರೀಯ ಮಾನವ ಹಕ್ಕುಗಳ ಆಯೋಗದ ಅಧ್ಯಕ್ಷರ ಸರ್ವೋಚ್ಚ ನ್ಯಾಯಾಲಯದ ನಿವೃತ್ತ ನ್ಯಾಯಮೂರ್ತಿ ವಿ.ರಾಮಸುಬ್ರಮಣಿಯನ್ ಅವರು ಉಪನ್ಯಾಸ ನೀಡಲಿದ್ದಾರೆ. ಜೆಎಸ್‌ಎಸ್ ಮಹಾವಿದ್ಯಾಪೀಠದ ಕಾರ್ಯನಿರ್ವಾಹಕ ಕಾರ್ಯದರ್ಶಿ ಡಾ.ಸಿ.ಜಿ.ಬೆಟಸೂರ ಮಠ ಅವರು ಅಧ್ಯಕ್ಷತೆ ವಹಿಸಲಿದ್ದಾರೆ. — [285, 1233, 473, 1363]
values-headline: ಪ್ರತಿಯೊಬ್ಬರ ಬದುಕಲ್ಲಿ ಮೌಲ್ಯ, ಸಿದ್ಧಾಂತ ಅನಿವಾರ್ಯ — [1143, 818, 1444, 873]
